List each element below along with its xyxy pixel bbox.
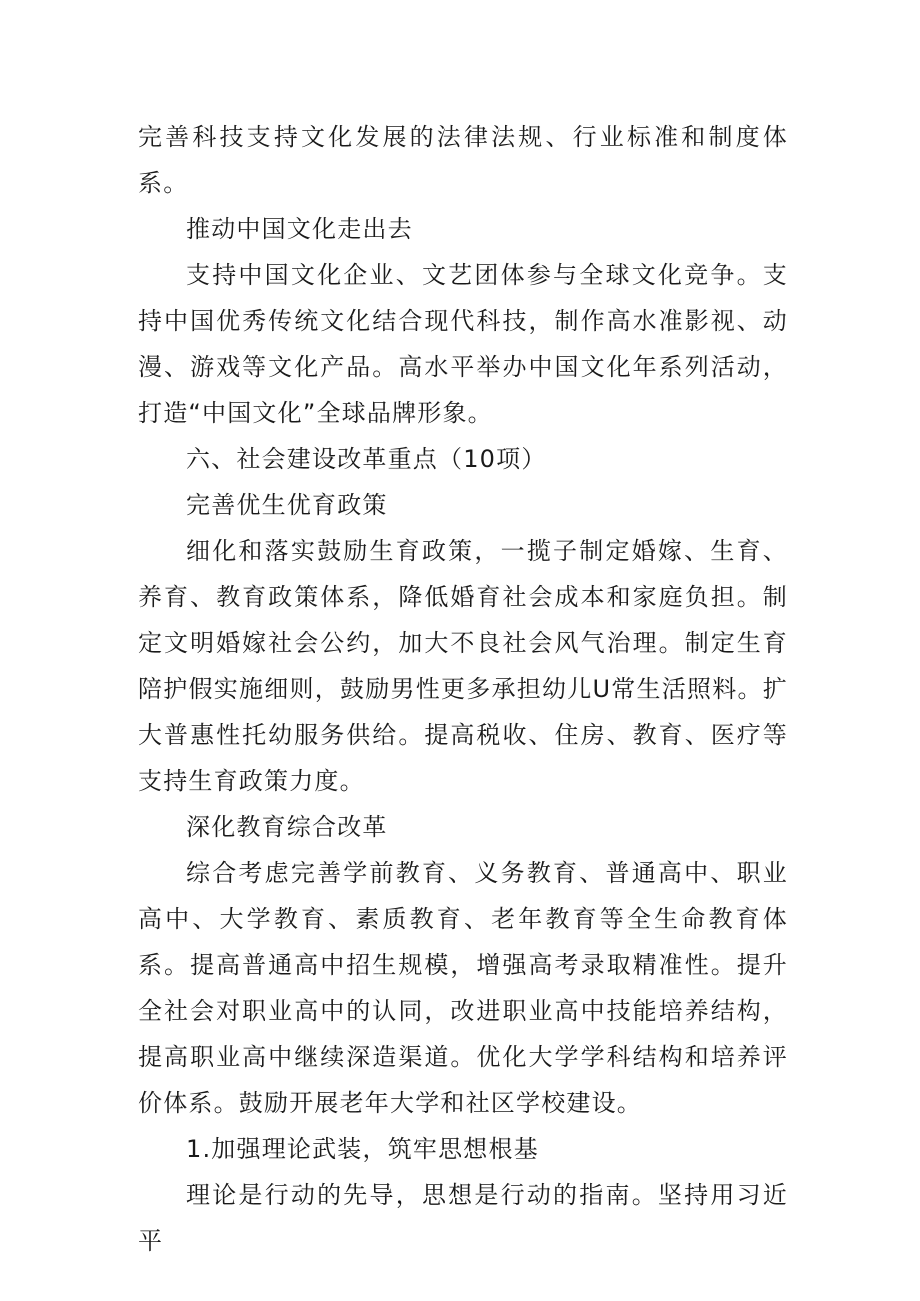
paragraph-culture-going-global: 支持中国文化企业、文艺团体参与全球文化竞争。支持中国优秀传统文化结合现代科技，制作高水准影视、动漫、游戏等文化产品。高水平举办中国文化年系列活动，打造“中国文化”全球品牌形象。	[138, 261, 788, 427]
heading-culture-going-global: 推动中国文化走出去	[186, 215, 413, 243]
paragraph-birth-policy: 细化和落实鼓励生育政策，一揽子制定婚嫁、生育、养育、教育政策体系，降低婚育社会成本和家庭负担。制定文明婚嫁社会公约，加大不良社会风气治理。制定生育陪护假实施细则，鼓励男性更多承担幼儿U常生活照料。扩大普惠性托幼服务供给。提高税收、住房、教育、医疗等支持生育政策力度。	[138, 537, 788, 795]
paragraph-law-system: 完善科技支持文化发展的法律法规、行业标准和制度体系。	[138, 123, 788, 197]
document-body	[138, 114, 788, 1264]
paragraph-education-reform: 综合考虑完善学前教育、义务教育、普通高中、职业高中、大学教育、素质教育、老年教育等全生命教育体系。提高普通高中招生规模，增强高考录取精准性。提升全社会对职业高中的认同，改进职业高中技能培养结构，提高职业高中继续深造渠道。优化大学学科结构和培养评价体系。鼓励开展老年大学和社区学校建设。	[138, 859, 788, 1117]
heading-education-reform: 深化教育综合改革	[186, 813, 388, 841]
heading-birth-policy: 完善优生优育政策	[186, 491, 388, 519]
section-heading-social-reform: 六、社会建设改革重点（10项）	[186, 445, 547, 473]
paragraph-theory-armament: 理论是行动的先导，思想是行动的指南。坚持用习近平	[138, 1181, 788, 1255]
heading-theory-armament: 1.加强理论武装，筑牢思想根基	[186, 1135, 539, 1163]
